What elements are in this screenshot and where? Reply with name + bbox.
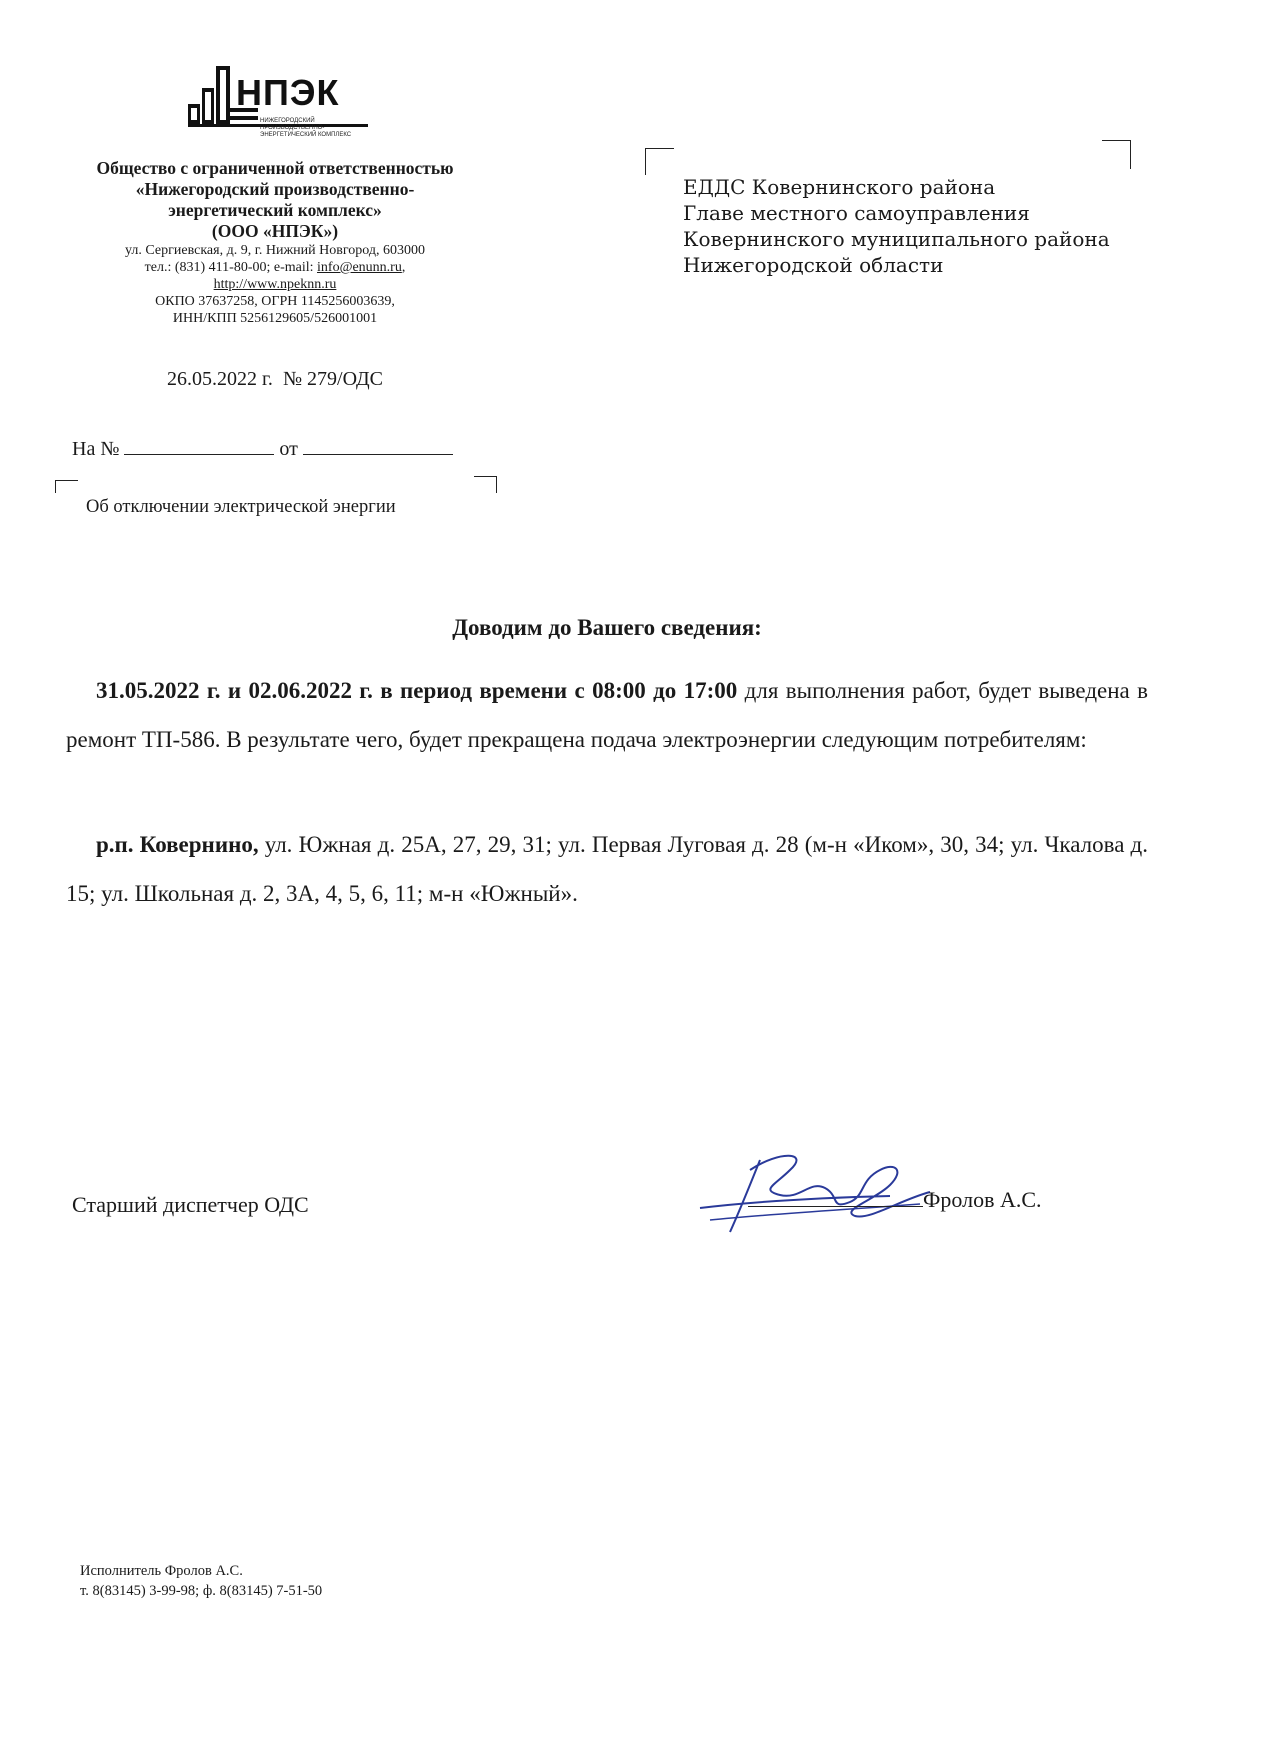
paragraph-1-text: для выполнения работ, будет выведена в ремонт ТП-586. В результате чего, будет прекращена подача электроэнергии следующим потребителям: [66, 678, 1148, 752]
signature-line [748, 1186, 923, 1207]
recipient-line-4: Нижегородской области [683, 253, 944, 277]
sender-inn: ИНН/КПП 5256129605/526001001 [172, 311, 378, 326]
logo-subtitle: НИЖЕГОРОДСКИЙ ПРОИЗВОДСТВЕННО-ЭНЕРГЕТИЧЕСКИЙ КОМПЛЕКС [260, 118, 352, 138]
logo-wordmark: НПЭК [236, 72, 340, 113]
sender-block [40, 158, 510, 327]
signer-line [748, 1186, 1042, 1213]
sender-website-link[interactable]: http://www.npeknn.ru [213, 277, 337, 292]
sender-email-suffix: , [401, 260, 406, 275]
outgoing-date: 26.05.2022 г. [166, 368, 273, 390]
reference-line [72, 436, 453, 461]
sender-email-link[interactable]: info@enunn.ru [317, 260, 402, 275]
reference-date-blank [303, 436, 453, 455]
recipient-line-3: Ковернинского муниципального района [683, 227, 1110, 251]
recipient-line-1: ЕДДС Ковернинского района [683, 175, 996, 199]
executor-footer [80, 1561, 322, 1601]
reference-number-blank [124, 436, 274, 455]
recipient-corner-left [645, 148, 674, 175]
subject-corner-right [474, 476, 497, 493]
sender-okpo: ОКПО 37637258, ОГРН 1145256003639, [155, 294, 395, 309]
subject-corner-left [55, 480, 78, 493]
paragraph-2-locality: р.п. Ковернино, [96, 832, 259, 857]
body-heading: Доводим до Вашего сведения: [452, 615, 762, 640]
body-paragraph-2 [66, 820, 1148, 918]
sender-line-3: энергетический комплекс» [168, 200, 382, 220]
paragraph-1-dates: 31.05.2022 г. и 02.06.2022 г. в период времени с 08:00 до 17:00 [96, 678, 738, 703]
reference-from: от [279, 438, 298, 460]
executor-name: Исполнитель Фролов А.С. [80, 1563, 243, 1579]
body-paragraph-1 [66, 666, 1148, 764]
sender-contacts [40, 259, 510, 276]
recipient-line-2: Главе местного самоуправления [683, 201, 1030, 225]
sender-line-4: (ООО «НПЭК») [211, 221, 339, 241]
subject-line: Об отключении электрической энергии [86, 497, 396, 517]
recipient-corner-right [1102, 140, 1131, 169]
signer-name: Фролов А.С. [923, 1187, 1042, 1212]
sender-phone: тел.: (831) 411-80-00; e-mail: [144, 260, 318, 275]
sender-line-1: Общество с ограниченной ответственностью [96, 158, 454, 178]
outgoing-date-number [40, 368, 510, 391]
recipient-block [683, 174, 1110, 278]
paragraph-2-text: ул. Южная д. 25А, 27, 29, 31; ул. Первая Луговая д. 28 (м-н «Иком», 30, 34; ул. Чкалова д. 15; ул. Школьная д. 2, 3А, 4, 5, 6, 11; м-н «Южный». [66, 832, 1148, 906]
outgoing-number: № 279/ОДС [282, 368, 384, 390]
executor-phones: т. 8(83145) 3-99-98; ф. 8(83145) 7-51-50 [80, 1583, 323, 1599]
sender-line-2: «Нижегородский производственно- [135, 179, 415, 199]
signer-position: Старший диспетчер ОДС [72, 1192, 309, 1217]
reference-prefix: На № [72, 438, 120, 460]
sender-address: ул. Сергиевская, д. 9, г. Нижний Новгород, 603000 [125, 243, 425, 258]
company-logo [188, 66, 368, 148]
